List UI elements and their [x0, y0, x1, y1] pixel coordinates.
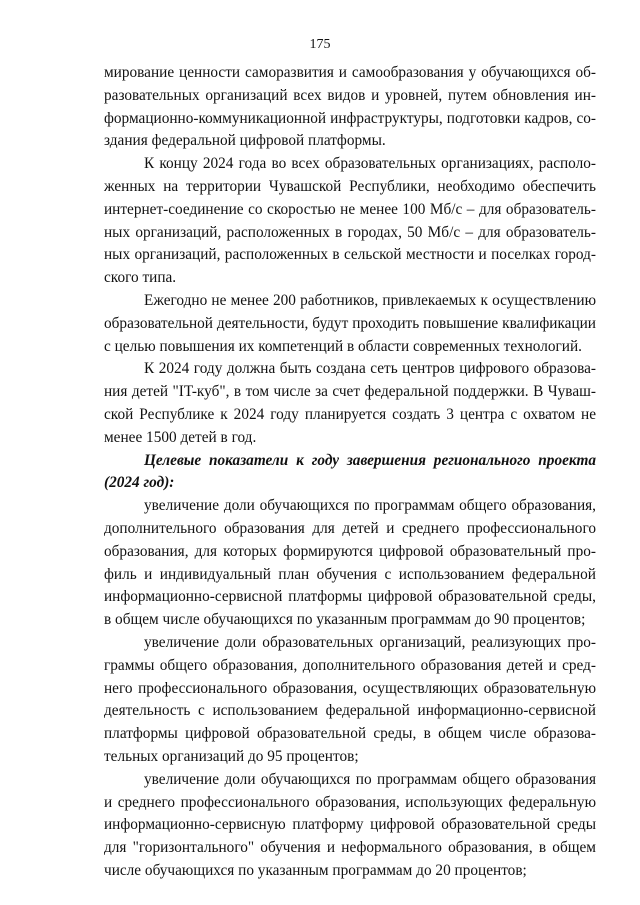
text-line: ского типа.	[104, 269, 177, 287]
text-line: и среднего профессионального образования, использующих федеральную	[104, 793, 596, 811]
text-line: образовательной деятельности, будут проходить повышение квалификации	[104, 314, 596, 332]
text-line: филь и индивидуальный план обучения с использованием федеральной	[104, 565, 596, 583]
text-line: тельных организаций до 95 процентов;	[104, 748, 359, 765]
text-line: интернет-соединение со скоростью не менее 100 Мб/с – для образователь-	[104, 200, 596, 218]
text-line: него профессионального образования, осуществляющих образовательную	[104, 679, 596, 697]
text-line: К концу 2024 года во всех образовательных организациях, располо-	[144, 155, 596, 173]
text-line: деятельность с использованием федеральной информационно-сервисной	[104, 702, 596, 720]
text-line: в общем числе обучающихся по указанным программам до 90 процентов;	[104, 611, 586, 629]
text-line: ных организаций, расположенных в сельской местности и поселках город-	[104, 246, 596, 264]
text-line: Ежегодно не менее 200 работников, привлекаемых к осуществлению	[144, 292, 596, 309]
text-line: с целью повышения их компетенций в области современных технологий.	[104, 337, 582, 355]
text-line: мирование ценности саморазвития и самообразования у обучающихся об-	[104, 64, 596, 81]
text-line: для "горизонтального" обучения и неформального образования, в общем	[104, 839, 596, 857]
text-line: граммы общего образования, дополнительного образования детей и сред-	[104, 656, 596, 674]
text-line: разовательных организаций всех видов и уровней, путем обновления ин-	[104, 86, 596, 104]
text-line: увеличение доли обучающихся по программам общего образования,	[144, 497, 596, 515]
text-line: (2024 год):	[104, 474, 175, 492]
text-line: информационно-сервисной платформы цифровой образовательной среды,	[104, 588, 596, 606]
text-line: информационно-сервисную платформу цифровой образовательной среды	[104, 816, 596, 834]
text-line: здания федеральной цифровой платформы.	[104, 132, 386, 150]
page-number: 175	[309, 37, 331, 52]
text-line: К 2024 году должна быть создана сеть центров цифрового образова-	[144, 360, 596, 378]
text-line: ных организаций, расположенных в городах, 50 Мб/с – для образователь-	[104, 223, 596, 241]
text-line: женных на территории Чувашской Республики, необходимо обеспечить	[104, 178, 596, 195]
text-line: платформы цифровой образовательной среды, в общем числе образова-	[104, 725, 596, 743]
text-line: увеличение доли обучающихся по программам общего образования	[144, 770, 596, 788]
text-line: дополнительного образования для детей и среднего профессионального	[104, 520, 596, 537]
text-line: увеличение доли образовательных организаций, реализующих про-	[144, 634, 596, 651]
text-line: формационно-коммуникационной инфраструктуры, подготовки кадров, со-	[104, 109, 596, 127]
text-line: числе обучающихся по указанным программам до 20 процентов;	[104, 862, 527, 879]
text-line: ской Республике к 2024 году планируется создать 3 центра с охватом не	[104, 406, 596, 423]
text-line: Целевые показатели к году завершения регионального проекта	[144, 451, 596, 469]
text-line: ния детей "IT-куб", в том числе за счет федеральной поддержки. В Чуваш-	[104, 383, 596, 401]
text-line: образования, для которых формируются цифровой образовательный про-	[104, 542, 596, 560]
text-line: менее 1500 детей в год.	[104, 428, 257, 446]
